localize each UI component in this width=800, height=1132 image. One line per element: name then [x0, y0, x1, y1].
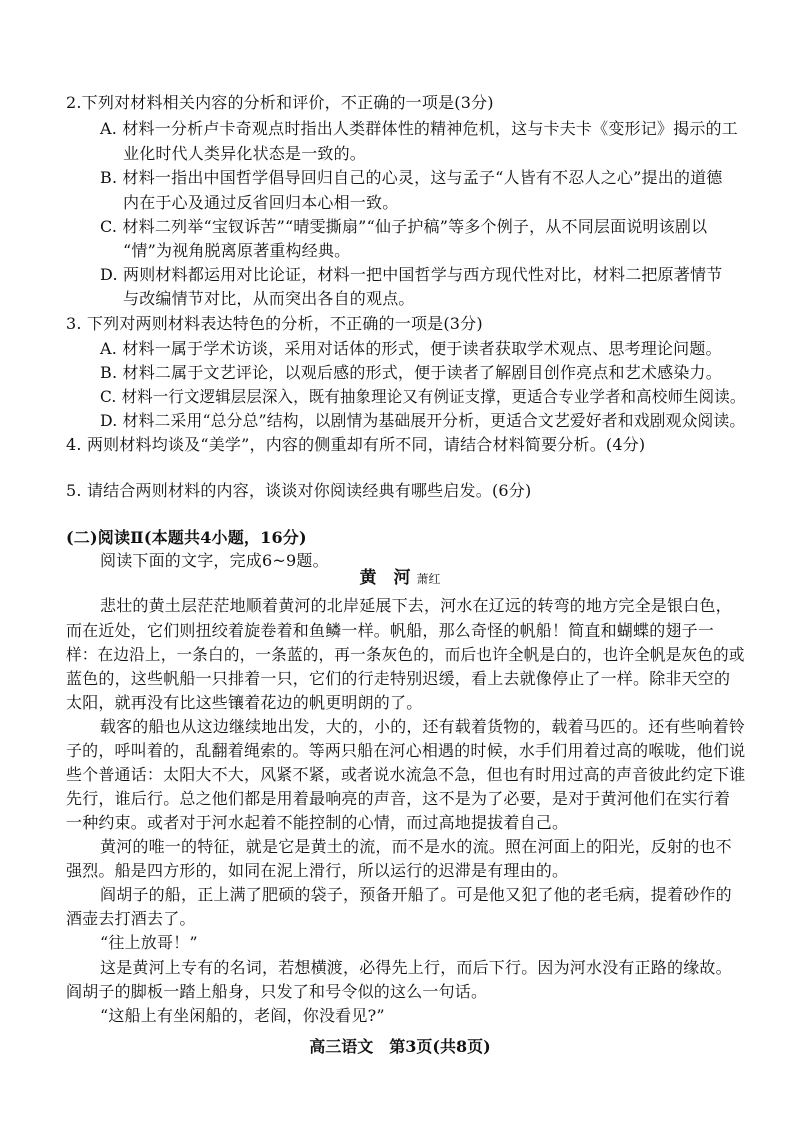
article-line: 子的，呼叫着的，乱翻着绳索的。等两只船在河心相遇的时候，水手们用着过高的喉咙，他们说: [66, 741, 746, 760]
article-title: [0, 566, 800, 591]
q3-option-c: C. 材料一行文逻辑层层深入，既有抽象理论又有例证支撑，更适合专业学者和高校师生阅读。: [100, 387, 746, 406]
q5-stem: 5. 请结合两则材料的内容，谈谈对你阅读经典有哪些启发。(6分): [66, 481, 532, 500]
article-line: 蓝色的，这些帆船一只排着一只，它们的行走特别迟缓，看上去就像停止了一样。除非天空的: [66, 669, 731, 688]
page-footer: 高三语文 第3页(共8页): [309, 1037, 491, 1056]
article-author: 萧红: [416, 572, 441, 586]
article-line: 一种约束。或者对于河水起着不能控制的心情，而过高地提拔着自己。: [66, 813, 569, 832]
article-line: 酒壶去打酒去了。: [66, 909, 196, 928]
q3-stem: 3. 下列对两则材料表达特色的分析，不正确的一项是(3分): [66, 314, 483, 333]
article-line: “往上放哥！”: [100, 933, 198, 952]
q2-option-b-cont: 内在于心及通过反省回归本心相一致。: [123, 193, 399, 212]
article-line: “这船上有坐闲船的，老阎，你没看见?”: [100, 1006, 385, 1025]
q2-option-a: A. 材料一分析卢卡奇观点时指出人类群体性的精神危机，这与卡夫卡《变形记》揭示的工: [100, 119, 738, 138]
q2-option-d: D. 两则材料都运用对比论证，材料一把中国哲学与西方现代性对比，材料二把原著情节: [100, 265, 723, 284]
q3-option-b: B. 材料二属于文艺评论，以观后感的形式，便于读者了解剧目创作亮点和艺术感染力。: [100, 363, 722, 382]
article-line: 载客的船也从这边继续地出发，大的，小的，还有载着货物的，载着马匹的。还有些响着铃: [100, 717, 746, 736]
article-line: 阎胡子的船，正上满了肥硕的袋子，预备开船了。可是他又犯了他的老毛病，提着砂作的: [100, 885, 732, 904]
q3-option-a: A. 材料一属于学术访谈，采用对话体的形式，便于读者获取学术观点、思考理论问题。: [100, 339, 722, 358]
article-line: 些个普通话：太阳大不大，风紧不紧，或者说水流急不急，但也有时用过高的声音彼此约定下谁: [66, 765, 746, 784]
q2-option-c: C. 材料二列举“宝钗诉苦”“晴雯撕扇”“仙子护稿”等多个例子，从不同层面说明该剧以: [100, 217, 708, 236]
article-line: 强烈。船是四方形的，如同在泥上滑行，所以运行的迟滞是有理由的。: [66, 861, 569, 880]
article-line: 先行，谁后行。总之他们都是用着最响亮的声音，这不是为了必要，是对于黄河他们在实行着: [66, 789, 731, 808]
q2-option-c-cont: “情”为视角脱离原著重构经典。: [123, 241, 351, 260]
article-line: 而在近处，它们则扭绞着旋卷着和鱼鳞一样。帆船，那么奇怪的帆船！简直和蝴蝶的翅子一: [66, 621, 715, 640]
q2-option-d-cont: 与改编情节对比，从而突出各自的观点。: [123, 289, 415, 308]
section-heading: (二)阅读Ⅱ(本题共4小题，16分): [66, 528, 307, 547]
q2-stem: 2.下列对材料相关内容的分析和评价，不正确的一项是(3分): [66, 93, 494, 112]
article-line: 这是黄河上专有的名词，若想横渡，必得先上行，而后下行。因为河水没有正路的缘故。: [100, 958, 732, 977]
article-line: 悲壮的黄土层茫茫地顺着黄河的北岸延展下去，河水在辽远的转弯的地方完全是银白色，: [100, 596, 732, 615]
article-line: 样：在边沿上，一条白的，一条蓝的，再一条灰色的，而后也许全帆是白的，也许全帆是灰色的或: [66, 645, 745, 664]
article-line: 黄河的唯一的特征，就是它是黄土的流，而不是水的流。照在河面上的阳光，反射的也不: [100, 837, 732, 856]
article-title-text: 黄 河: [359, 568, 411, 588]
q2-option-b: B. 材料一指出中国哲学倡导回归自己的心灵，这与孟子“人皆有不忍人之心”提出的道德: [100, 168, 723, 187]
q4-stem: 4. 两则材料均谈及“美学”，内容的侧重却有所不同，请结合材料简要分析。(4分): [66, 435, 646, 454]
section-instruction: 阅读下面的文字，完成6~9题。: [100, 551, 329, 570]
q3-option-d: D. 材料二采用“总分总”结构，以剧情为基础展开分析，更适合文艺爱好者和戏剧观众阅读。: [100, 411, 746, 430]
article-line: 阎胡子的脚板一踏上船身，只发了和号令似的这么一句话。: [66, 982, 488, 1001]
q2-option-a-cont: 业化时代人类异化状态是一致的。: [123, 144, 367, 163]
article-line: 太阳，就再没有比这些镶着花边的帆更明朗的了。: [66, 693, 423, 712]
